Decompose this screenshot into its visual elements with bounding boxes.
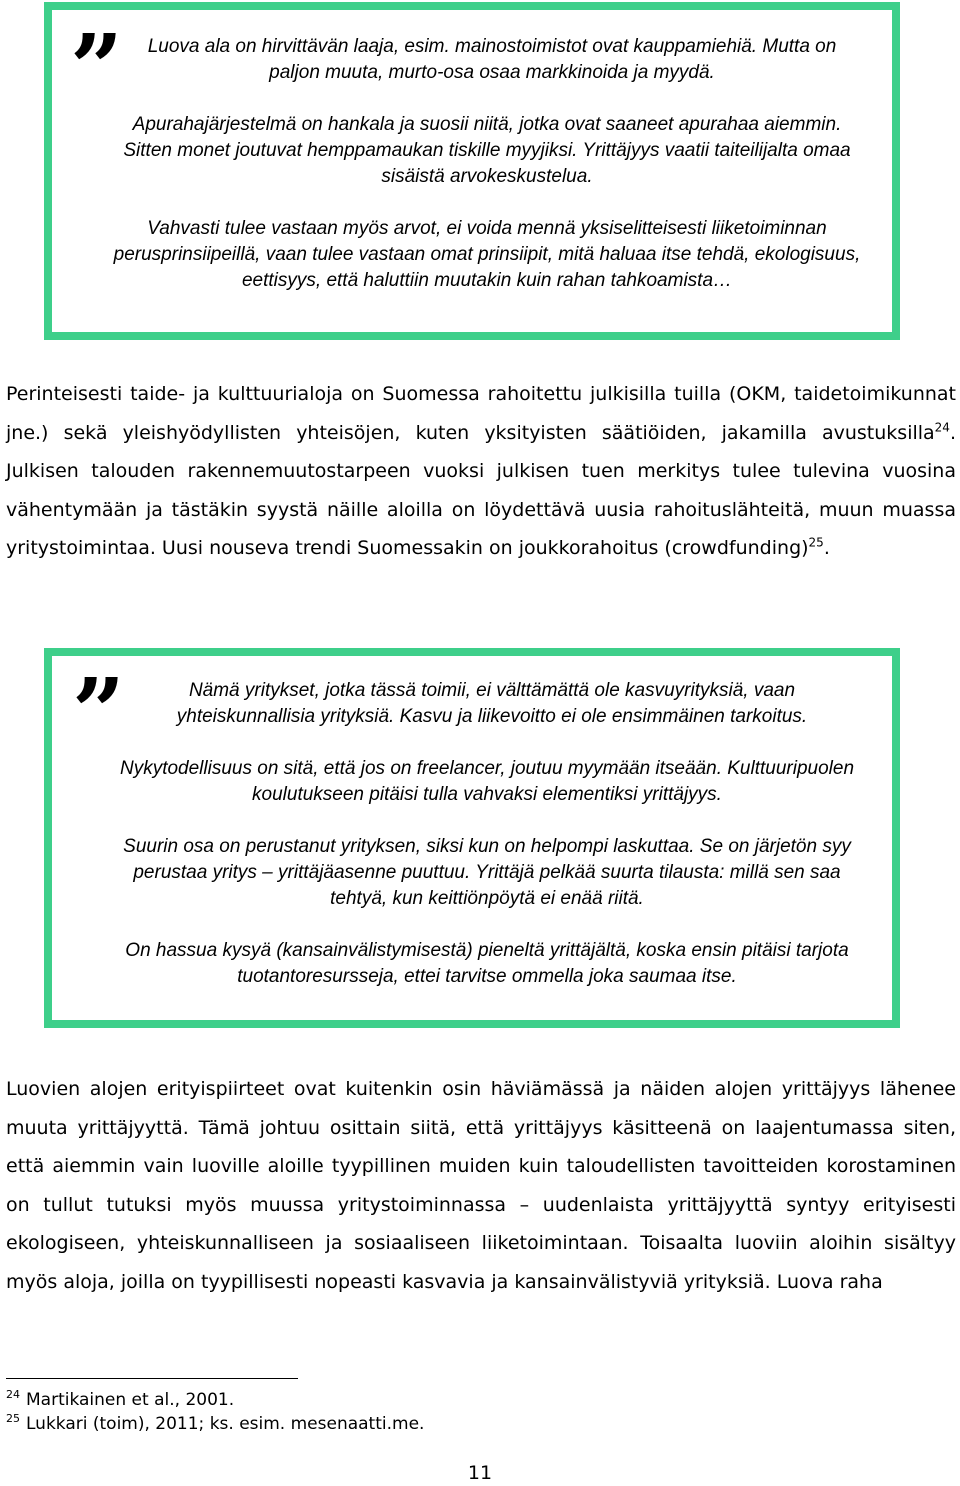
quote-paragraph: Apurahajärjestelmä on hankala ja suosii niitä, jotka ovat saaneet apurahaa aiemmin. Sitten monet joutuvat hemppamaukan tiskille myyjiksi. Yrittäjyys vaatii taiteilijalta omaa sisäistä arvokeskustelua. <box>123 114 851 187</box>
footnote-text: Martikainen et al., 2001. <box>26 1390 235 1410</box>
quote-paragraph: Suurin osa on perustanut yrityksen, siksi kun on helpompi laskuttaa. Se on järjetön syy perustaa yritys – yrittäjäasenne puuttuu. Yrittäjä pelkää suurta tilausta: millä sen saa tehtyä, kun keittiönpöytä ei enää riitä. <box>123 836 851 909</box>
page-number: 11 <box>467 1462 493 1484</box>
quote-box-1 <box>44 2 900 340</box>
body-paragraph <box>6 375 956 568</box>
footnote <box>6 1414 424 1434</box>
quote-paragraph: On hassua kysyä (kansainvälistymisestä) pieneltä yrittäjältä, koska ensin pitäisi tarjota tuotantoresursseja, ettei tarvitse ommella joka saumaa itse. <box>125 940 849 987</box>
quote-body <box>112 34 862 294</box>
quote-mark-icon: ” <box>72 658 113 766</box>
paragraph-text: Perinteisesti taide- ja kulttuurialoja on Suomessa rahoitettu julkisilla tuilla (OKM, taidetoimikunnat jne.) sekä yleishyödyllisten yhteisöjen, kuten yksityisten säätiöiden, jakamilla avustuksilla <box>6 383 956 444</box>
quote-body <box>112 678 862 990</box>
footnote-ref[interactable]: 25 <box>808 535 824 550</box>
quote-mark-icon: ” <box>70 14 111 122</box>
paragraph-text: . <box>823 537 830 559</box>
paragraph-text: . Julkisen talouden rakennemuutostarpeen vuoksi julkisen tuen merkitys tulee tulevina vuosina vähentymään ja tästäkin syystä näille aloilla on löydettävä uusia rahoituslähteitä, muun muassa yritystoimintaa. Uusi nouseva trendi Suomessakin on joukkorahoitus (crowdfunding) <box>6 421 956 559</box>
quote-box-2 <box>44 648 900 1028</box>
footnote-ref[interactable]: 24 <box>934 420 950 435</box>
quote-paragraph: Nykytodellisuus on sitä, että jos on freelancer, joutuu myymään itseään. Kulttuuripuolen koulutukseen pitäisi tulla vahvaksi elementiksi yrittäjyys. <box>119 758 855 805</box>
footnote <box>6 1390 234 1410</box>
quote-paragraph: Nämä yritykset, jotka tässä toimii, ei välttämättä ole kasvuyrityksiä, vaan yhteiskunnallisia yrityksiä. Kasvu ja liikevoitto ei ole ensimmäinen tarkoitus. <box>176 680 808 727</box>
footnote-number: 25 <box>6 1412 20 1426</box>
footnote-divider <box>6 1378 298 1379</box>
quote-paragraph: Luova ala on hirvittävän laaja, esim. mainostoimistot ovat kauppamiehiä. Mutta on paljon muuta, murto-osa osaa markkinoida ja myydä. <box>147 36 837 83</box>
body-paragraph: Luovien alojen erityispiirteet ovat kuitenkin osin häviämässä ja näiden alojen yrittäjyys lähenee muuta yrittäjyyttä. Tämä johtuu osittain siitä, että yrittäjyys käsitteenä on laajentumassa siten, että aiemmin vain luoville aloille tyypillinen muiden kuin taloudellisten tavoitteiden korostaminen on tullut tutuksi myös muussa yritystoiminnassa – uudenlaista yrittäjyyttä syntyy erityisesti ekologiseen, yhteiskunnalliseen ja sosiaaliseen liiketoimintaan. Toisaalta luoviin aloihin sisältyy myös aloja, joilla on tyypillisesti nopeasti kasvavia ja kansainvälistyviä yrityksiä. Luova raha <box>6 1078 956 1293</box>
quote-paragraph: Vahvasti tulee vastaan myös arvot, ei voida mennä yksiselitteisesti liiketoiminnan perusprinsiipeillä, vaan tulee vastaan omat prinsiipit, mitä haluaa itse tehdä, ekologisuus, eettisyys, että haluttiin muutakin kuin rahan tahkoamista… <box>113 218 861 291</box>
footnote-number: 24 <box>6 1388 20 1402</box>
footnote-text: Lukkari (toim), 2011; ks. esim. mesenaatti.me. <box>26 1414 425 1434</box>
